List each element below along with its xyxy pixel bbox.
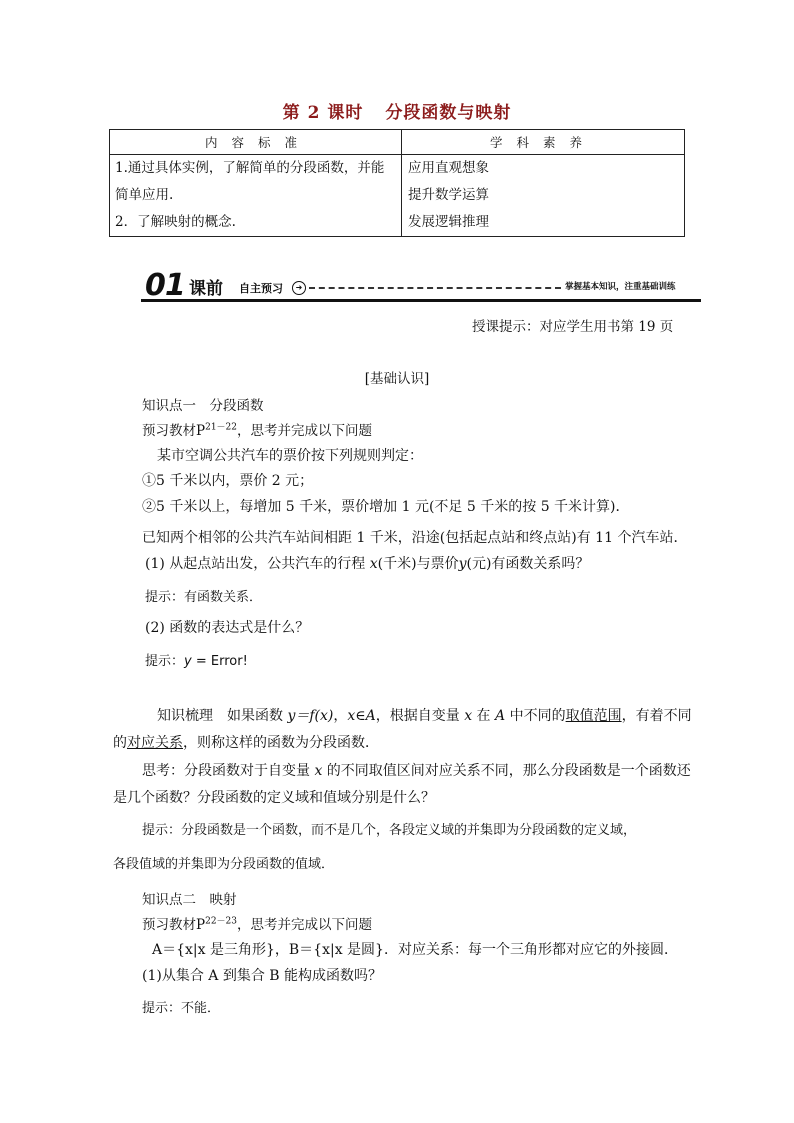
- kp2-preview-text-2: ，思考并完成以下问题: [237, 917, 372, 933]
- banner-stage: 课前: [189, 279, 223, 299]
- think-text-a: 思考：分段函数对于自变量: [142, 763, 315, 779]
- standards-left-cell: [110, 155, 402, 237]
- think-var-x: x: [314, 763, 323, 779]
- kp1-a2-var-y: y: [184, 654, 192, 669]
- summary-text-g: ，有着不同: [621, 708, 692, 724]
- lesson-number: 第 2 课时: [282, 103, 364, 123]
- summary-answer-1: 提示：分段函数是一个函数，而不是几个，各段定义域的并集即为分段函数的定义域，: [142, 823, 637, 838]
- kp2-answer-1: 提示：不能．: [142, 1001, 221, 1016]
- kp1-question-2: (2) 函数的表达式是什么？: [145, 620, 310, 636]
- kp2-question-1: (1)从集合 A 到集合 B 能构成函数吗？: [142, 968, 383, 984]
- header-content-standard: 内容标准: [110, 130, 402, 155]
- kp1-preview-pages: 21－22: [205, 422, 237, 433]
- standards-body-row: [110, 155, 685, 237]
- standard-line-2: 简单应用.: [115, 187, 174, 203]
- summary-underline-relation: 对应关系: [127, 735, 183, 751]
- summary-text-b: ，: [333, 708, 348, 724]
- summary-domain: x∈A: [347, 708, 376, 724]
- think-text-b: 的不同取值区间对应关系不同，那么分段函数是一个函数还: [322, 763, 691, 779]
- summary-func: y＝f(x): [287, 708, 334, 724]
- kp1-preview: [142, 419, 372, 439]
- standard-line-3: 2．了解映射的概念.: [115, 214, 236, 230]
- header-subject-literacy: 学科素养: [402, 130, 685, 155]
- kp1-preview-text: 预习教材P: [142, 423, 206, 439]
- summary-answer-2: 各段值域的并集即为分段函数的值域．: [113, 857, 335, 872]
- summary-var-x: x: [464, 708, 473, 724]
- summary-text-e: 中不同的: [505, 708, 566, 724]
- kp1-rule-2: ②5 千米以上，每增加 5 千米，票价增加 1 元(不足 5 千米的按 5 千米计算)．: [142, 499, 630, 515]
- summary-think-2: 是几个函数？分段函数的定义域和值域分别是什么？: [113, 790, 435, 806]
- summary-text-i: ，则称这样的函数为分段函数．: [183, 735, 379, 751]
- summary-set-a: A: [495, 708, 506, 724]
- summary-text-d: 在: [472, 708, 496, 724]
- kp2-title: 知识点二 映射: [142, 892, 237, 908]
- kp1-q1-var-y: y: [458, 556, 467, 572]
- section-heading: [基础认识]: [364, 371, 430, 387]
- kp1-condition: 已知两个相邻的公共汽车站间相距 1 千米，沿途(包括起点站和终点站)有 11 个汽车站．: [142, 530, 688, 546]
- kp1-title: 知识点一 分段函数: [142, 398, 264, 414]
- kp2-preview-text: 预习教材P: [142, 917, 206, 933]
- kp1-rule-1: ①5 千米以内，票价 2 元；: [142, 473, 314, 489]
- summary-text-h: 的: [113, 735, 127, 751]
- banner-number: 01: [145, 268, 185, 303]
- summary-line-1: [157, 705, 692, 725]
- kp1-answer-1: 提示：有函数关系．: [145, 590, 263, 605]
- summary-underline-range: 取值范围: [565, 708, 622, 724]
- banner-sub: 自主预习: [239, 282, 283, 295]
- arrow-right-icon: ➜: [292, 281, 306, 295]
- banner-rule: [141, 299, 701, 302]
- kp2-preview-pages: 22－23: [205, 916, 237, 927]
- summary-text-a: 知识梳理 如果函数: [157, 708, 288, 724]
- kp1-q1-part-c: (元)有函数关系吗？: [466, 556, 590, 572]
- literacy-line-3: 发展逻辑推理: [408, 214, 489, 230]
- literacy-line-1: 应用直观想象: [408, 160, 489, 176]
- kp1-preview-text-2: ，思考并完成以下问题: [237, 423, 372, 439]
- summary-line-2: [113, 732, 379, 752]
- kp1-q1-part-a: (1) 从起点站出发，公共汽车的行程: [145, 556, 370, 572]
- summary-text-c: ，根据自变量: [375, 708, 465, 724]
- standards-table: [109, 129, 685, 237]
- kp1-question-1: [145, 553, 589, 573]
- lesson-topic: 分段函数与映射: [385, 103, 512, 123]
- kp1-scenario: 某市空调公共汽车的票价按下列规则判定：: [157, 448, 423, 464]
- lesson-title: [0, 98, 794, 123]
- banner-dashed-line: [309, 287, 561, 289]
- standard-line-1: 1.通过具体实例，了解简单的分段函数，并能: [115, 160, 385, 176]
- kp1-answer-2: [145, 650, 248, 669]
- summary-think-1: [142, 760, 691, 780]
- kp1-a2-label: 提示：: [145, 654, 185, 669]
- kp2-sets: A＝{x|x 是三角形}，B＝{x|x 是圆}．对应关系：每一个三角形都对应它的外接圆．: [152, 942, 678, 958]
- kp1-q1-var-x: x: [369, 556, 378, 572]
- kp2-preview: [142, 913, 372, 933]
- literacy-line-2: 提升数学运算: [408, 187, 489, 203]
- teaching-hint: 授课提示：对应学生用书第 19 页: [472, 319, 674, 335]
- banner-slogan: 掌握基本知识，注重基础训练: [565, 282, 676, 292]
- standards-header-row: [110, 130, 685, 155]
- kp1-a2-expression: = Error!: [191, 654, 248, 669]
- kp1-q1-part-b: (千米)与票价: [377, 556, 459, 572]
- section-banner: [141, 268, 701, 302]
- standards-right-cell: [402, 155, 685, 237]
